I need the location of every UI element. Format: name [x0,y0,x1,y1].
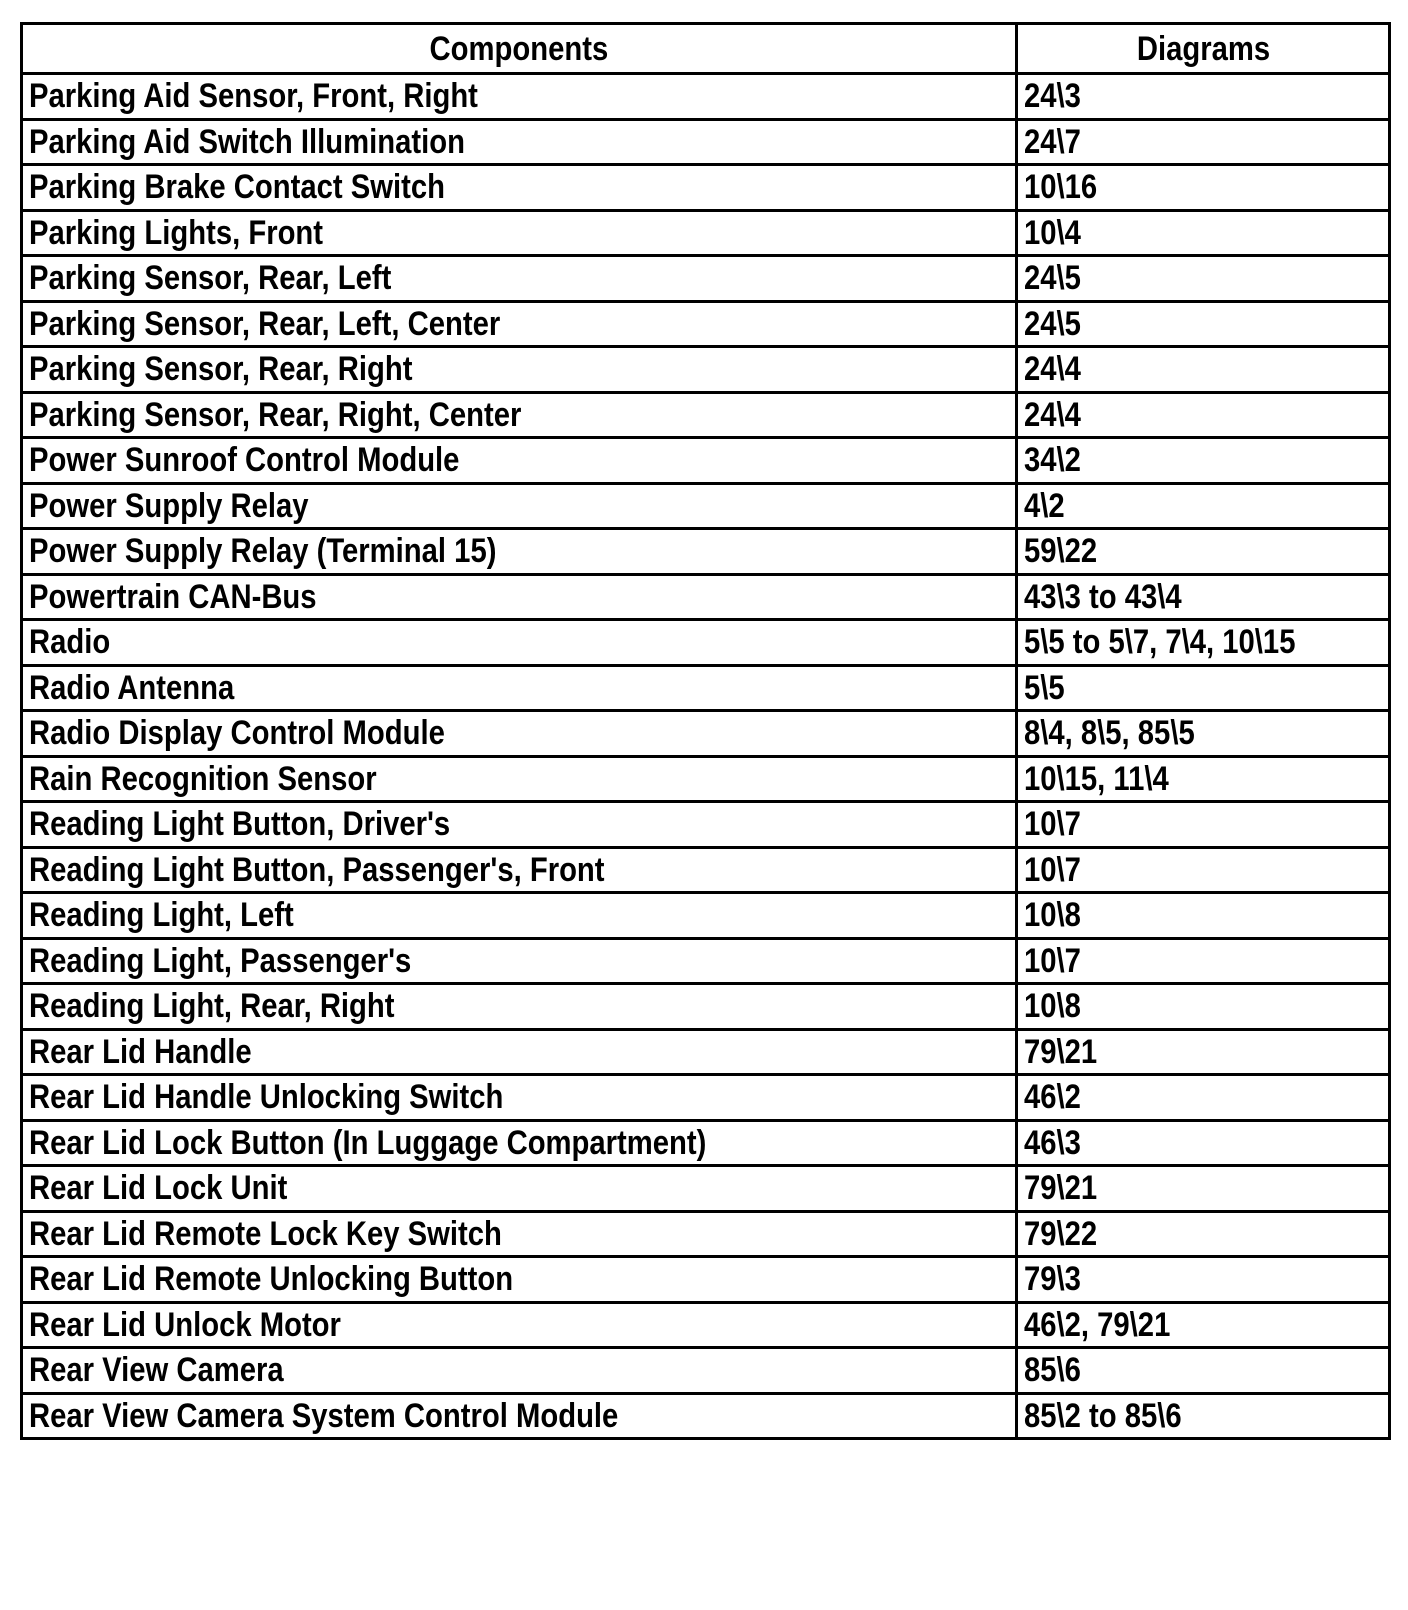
diagrams-cell [1017,347,1390,393]
component-cell [22,392,1017,438]
table-row [22,893,1390,939]
table-row [22,847,1390,893]
component-cell [22,1257,1017,1303]
component-name: Rear Lid Unlock Motor [29,1305,341,1344]
table-row [22,802,1390,848]
diagram-reference: 79\21 [1024,1169,1098,1208]
diagram-reference: 10\7 [1024,805,1081,844]
component-name: Reading Light, Left [29,896,294,935]
component-name: Radio Antenna [29,668,235,707]
diagrams-header-label: Diagrams [1136,29,1270,68]
table-row [22,665,1390,711]
component-name: Parking Sensor, Rear, Right [29,350,413,389]
component-name: Power Supply Relay [29,486,309,525]
diagrams-cell [1017,620,1390,666]
component-cell [22,620,1017,666]
table-row [22,210,1390,256]
component-cell [22,938,1017,984]
component-cell [22,1211,1017,1257]
component-name: Radio [29,623,111,662]
diagrams-cell [1017,74,1390,120]
table-row [22,1257,1390,1303]
table-row [22,1166,1390,1212]
diagrams-cell [1017,210,1390,256]
table-row [22,1029,1390,1075]
diagram-reference: 24\4 [1024,395,1081,434]
diagram-reference: 5\5 [1024,668,1065,707]
component-cell [22,665,1017,711]
diagrams-cell [1017,938,1390,984]
component-cell [22,301,1017,347]
diagrams-cell [1017,1075,1390,1121]
component-name: Rain Recognition Sensor [29,759,377,798]
diagram-reference: 4\2 [1024,486,1065,525]
component-name: Radio Display Control Module [29,714,445,753]
component-name: Parking Sensor, Rear, Right, Center [29,395,522,434]
component-name: Rear Lid Remote Unlocking Button [29,1260,514,1299]
diagrams-cell [1017,847,1390,893]
diagram-reference: 10\7 [1024,941,1081,980]
table-row [22,392,1390,438]
component-name: Rear Lid Lock Button (In Luggage Compartment) [29,1123,707,1162]
table-row [22,119,1390,165]
diagrams-cell [1017,392,1390,438]
component-name: Parking Brake Contact Switch [29,168,445,207]
diagrams-cell [1017,802,1390,848]
diagram-reference: 24\5 [1024,304,1081,343]
table-row [22,1348,1390,1394]
component-name: Reading Light Button, Driver's [29,805,451,844]
component-cell [22,1166,1017,1212]
diagram-reference: 59\22 [1024,532,1098,571]
diagram-reference: 24\4 [1024,350,1081,389]
component-cell [22,74,1017,120]
table-row [22,483,1390,529]
components-column-header [22,24,1017,74]
diagram-reference: 46\2 [1024,1078,1081,1117]
table-row [22,438,1390,484]
diagram-reference: 5\5 to 5\7, 7\4, 10\15 [1024,623,1296,662]
diagrams-cell [1017,893,1390,939]
component-name: Power Supply Relay (Terminal 15) [29,532,497,571]
diagrams-cell [1017,1393,1390,1439]
diagram-reference: 46\3 [1024,1123,1081,1162]
diagrams-cell [1017,1166,1390,1212]
table-row [22,938,1390,984]
table-row [22,1393,1390,1439]
table-row [22,1302,1390,1348]
diagram-reference: 24\3 [1024,77,1081,116]
component-cell [22,210,1017,256]
component-name: Rear View Camera [29,1351,284,1390]
diagram-reference: 79\22 [1024,1214,1098,1253]
component-cell [22,483,1017,529]
diagrams-cell [1017,756,1390,802]
table-row [22,756,1390,802]
diagram-reference: 10\8 [1024,987,1081,1026]
table-row [22,256,1390,302]
diagrams-cell [1017,483,1390,529]
table-row [22,529,1390,575]
component-name: Parking Aid Switch Illumination [29,122,465,161]
component-cell [22,802,1017,848]
table-row [22,1120,1390,1166]
component-cell [22,1029,1017,1075]
component-cell [22,1302,1017,1348]
component-cell [22,893,1017,939]
component-name: Reading Light Button, Passenger's, Front [29,850,605,889]
component-cell [22,756,1017,802]
component-name: Reading Light, Passenger's [29,941,412,980]
diagrams-cell [1017,984,1390,1030]
table-row [22,74,1390,120]
diagrams-cell [1017,711,1390,757]
table-row [22,574,1390,620]
component-name: Parking Aid Sensor, Front, Right [29,77,478,116]
table-header [22,24,1390,74]
component-cell [22,1075,1017,1121]
table-row [22,1075,1390,1121]
diagrams-cell [1017,1302,1390,1348]
diagrams-cell [1017,1348,1390,1394]
table-row [22,711,1390,757]
diagrams-cell [1017,256,1390,302]
diagram-reference: 10\4 [1024,213,1081,252]
diagrams-cell [1017,119,1390,165]
diagram-reference: 79\21 [1024,1032,1098,1071]
diagram-reference: 10\15, 11\4 [1024,759,1169,798]
diagrams-column-header [1017,24,1390,74]
component-cell [22,165,1017,211]
component-cell [22,529,1017,575]
diagram-reference: 10\8 [1024,896,1081,935]
diagram-reference: 24\5 [1024,259,1081,298]
component-name: Power Sunroof Control Module [29,441,460,480]
diagram-reference: 85\6 [1024,1351,1081,1390]
component-name: Parking Lights, Front [29,213,324,252]
diagrams-cell [1017,438,1390,484]
component-cell [22,984,1017,1030]
diagrams-cell [1017,1029,1390,1075]
component-name: Reading Light, Rear, Right [29,987,395,1026]
table-row [22,301,1390,347]
diagram-reference: 85\2 to 85\6 [1024,1396,1182,1435]
component-name: Rear Lid Handle Unlocking Switch [29,1078,504,1117]
components-header-label: Components [429,29,609,68]
diagram-reference: 24\7 [1024,122,1081,161]
component-name: Rear Lid Lock Unit [29,1169,288,1208]
diagram-reference: 46\2, 79\21 [1024,1305,1171,1344]
component-name: Powertrain CAN-Bus [29,577,317,616]
table-row [22,984,1390,1030]
components-diagrams-table [20,22,1391,1440]
diagrams-cell [1017,1211,1390,1257]
component-name: Parking Sensor, Rear, Left, Center [29,304,501,343]
diagram-reference: 8\4, 8\5, 85\5 [1024,714,1195,753]
table-row [22,620,1390,666]
table-row [22,165,1390,211]
diagrams-cell [1017,529,1390,575]
component-cell [22,1393,1017,1439]
component-cell [22,256,1017,302]
component-cell [22,347,1017,393]
header-row [22,24,1390,74]
table-row [22,1211,1390,1257]
component-cell [22,438,1017,484]
component-cell [22,119,1017,165]
diagram-reference: 34\2 [1024,441,1081,480]
diagram-reference: 10\16 [1024,168,1098,207]
diagrams-cell [1017,665,1390,711]
component-cell [22,847,1017,893]
diagrams-cell [1017,1257,1390,1303]
diagram-reference: 10\7 [1024,850,1081,889]
diagram-reference: 43\3 to 43\4 [1024,577,1182,616]
component-cell [22,1348,1017,1394]
component-cell [22,1120,1017,1166]
diagram-reference: 79\3 [1024,1260,1081,1299]
component-cell [22,574,1017,620]
diagrams-cell [1017,301,1390,347]
table-row [22,347,1390,393]
component-name: Rear View Camera System Control Module [29,1396,619,1435]
table-body [22,74,1390,1439]
component-name: Parking Sensor, Rear, Left [29,259,392,298]
components-table-container [20,22,1388,1440]
diagrams-cell [1017,165,1390,211]
component-name: Rear Lid Handle [29,1032,252,1071]
component-cell [22,711,1017,757]
component-name: Rear Lid Remote Lock Key Switch [29,1214,502,1253]
diagrams-cell [1017,574,1390,620]
diagrams-cell [1017,1120,1390,1166]
